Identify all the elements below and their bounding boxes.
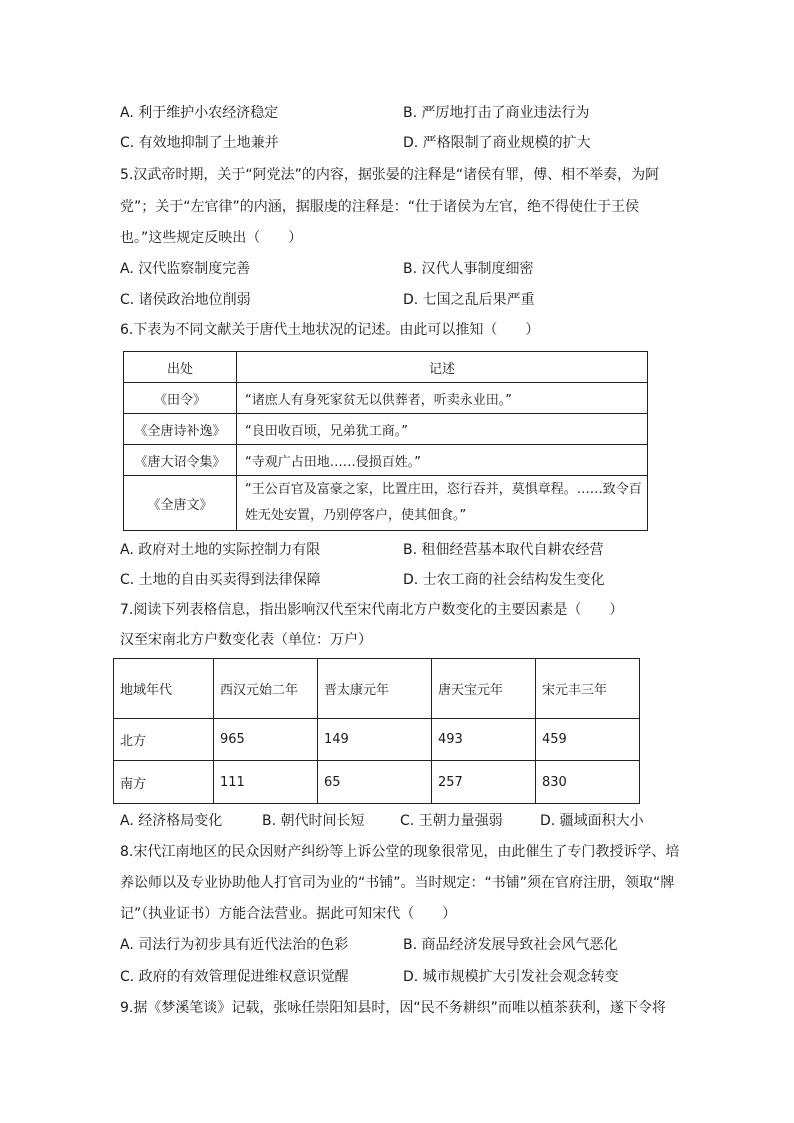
q7-option-c: C. 王朝力量强弱 <box>400 813 503 829</box>
table-row <box>114 761 640 804</box>
q5-stem-line3: 也。”这些规定反映出（ ） <box>120 230 303 246</box>
q8-stem-line3: 记”（执业证书）方能合法营业。据此可知宋代（ ） <box>120 906 457 922</box>
table-row <box>124 445 648 476</box>
q8-option-c: C. 政府的有效管理促进维权意识觉醒 <box>120 969 349 985</box>
q6-stem: 6.下表为不同文献关于唐代土地状况的记述。由此可以推知（ ） <box>120 322 540 338</box>
table-row <box>124 383 648 414</box>
table-cell-record: “诸庶人有身死家贫无以供葬者，听卖永业田。” <box>237 383 648 414</box>
q6-option-c: C. 土地的自由买卖得到法律保障 <box>120 572 321 588</box>
q4-option-b: B. 严厉地打击了商业违法行为 <box>403 105 590 121</box>
q8-option-b: B. 商品经济发展导致社会风气恶化 <box>403 937 618 953</box>
table-cell-region: 北方 <box>114 719 214 761</box>
q8-option-a: A. 司法行为初步具有近代法治的色彩 <box>120 937 349 953</box>
q8-option-d: D. 城市规模扩大引发社会观念转变 <box>403 969 619 985</box>
table-cell-source: 《全唐诗补逸》 <box>124 414 237 445</box>
table-cell-value: 965 <box>214 719 318 761</box>
q7-option-b: B. 朝代时间长短 <box>262 813 365 829</box>
table-header-year: 晋太康元年 <box>318 659 432 719</box>
q6-option-b: B. 租佃经营基本取代自耕农经营 <box>403 542 604 558</box>
q5-option-b: B. 汉代人事制度细密 <box>403 261 534 277</box>
table-cell-region: 南方 <box>114 761 214 804</box>
table-cell-source: 《唐大诏令集》 <box>124 445 237 476</box>
table-cell-value: 111 <box>214 761 318 804</box>
q5-stem-line2: 党”；关于“左官律”的内涵，据服虔的注释是：“仕于诸侯为左官，绝不得使仕于王侯 <box>120 199 640 215</box>
q7-table <box>113 658 640 804</box>
table-header-year: 唐天宝元年 <box>432 659 536 719</box>
q4-option-d: D. 严格限制了商业规模的扩大 <box>403 135 591 151</box>
q6-option-d: D. 士农工商的社会结构发生变化 <box>403 572 605 588</box>
table-header-region: 地域年代 <box>114 659 214 719</box>
q8-stem-line1: 8.宋代江南地区的民众因财产纠纷等上诉公堂的现象很常见，由此催生了专门教授诉学、培 <box>120 844 680 860</box>
q5-stem-line1: 5.汉武帝时期，关于“阿党法”的内容，据张晏的注释是“诸侯有罪，傅、相不举奏，为阿 <box>120 167 660 183</box>
table-cell-record: “良田收百顷，兄弟犹工商。” <box>237 414 648 445</box>
q8-stem-line2: 养讼师以及专业协助他人打官司为业的“书铺”。当时规定：“书铺”须在官府注册，领取“牌 <box>120 875 675 891</box>
table-header-year: 宋元丰三年 <box>536 659 640 719</box>
table-cell-source: 《田令》 <box>124 383 237 414</box>
table-cell-value: 65 <box>318 761 432 804</box>
q7-option-d: D. 疆域面积大小 <box>540 813 644 829</box>
table-row <box>124 414 648 445</box>
record-line-2: 姓无处安置，乃别停客户，使其佃食。” <box>245 508 467 523</box>
table-header-row <box>114 659 640 719</box>
q4-option-a: A. 利于维护小农经济稳定 <box>120 105 279 121</box>
q6-table <box>123 351 648 531</box>
table-cell-record: “寺观广占田地……侵损百姓。” <box>237 445 648 476</box>
q7-table-title: 汉至宋南北方户数变化表（单位：万户） <box>120 632 372 648</box>
table-cell-value: 257 <box>432 761 536 804</box>
table-row <box>114 719 640 761</box>
q6-option-a: A. 政府对土地的实际控制力有限 <box>120 542 321 558</box>
table-cell-value: 459 <box>536 719 640 761</box>
q5-option-a: A. 汉代监察制度完善 <box>120 261 251 277</box>
q7-option-a: A. 经济格局变化 <box>120 813 223 829</box>
q5-option-d: D. 七国之乱后果严重 <box>403 292 535 308</box>
table-cell-value: 830 <box>536 761 640 804</box>
table-header-row <box>124 352 648 383</box>
table-cell-source: 《全唐文》 <box>124 476 237 531</box>
table-row <box>124 476 648 531</box>
record-line-1: “王公百官及富豪之家，比置庄田，恣行吞并，莫惧章程。……致令百 <box>245 482 642 497</box>
q7-stem: 7.阅读下列表格信息，指出影响汉代至宋代南北方户数变化的主要因素是（ ） <box>120 602 624 618</box>
q9-stem-line1: 9.据《梦溪笔谈》记载，张咏任崇阳知县时，因“民不务耕织”而唯以植茶获利，遂下令将 <box>120 1000 666 1016</box>
q5-option-c: C. 诸侯政治地位削弱 <box>120 292 251 308</box>
table-header-record: 记述 <box>237 352 648 383</box>
table-header-source: 出处 <box>124 352 237 383</box>
table-header-year: 西汉元始二年 <box>214 659 318 719</box>
table-cell-value: 493 <box>432 719 536 761</box>
q4-option-c: C. 有效地抑制了土地兼并 <box>120 135 279 151</box>
table-cell-value: 149 <box>318 719 432 761</box>
table-cell-record <box>237 476 648 531</box>
